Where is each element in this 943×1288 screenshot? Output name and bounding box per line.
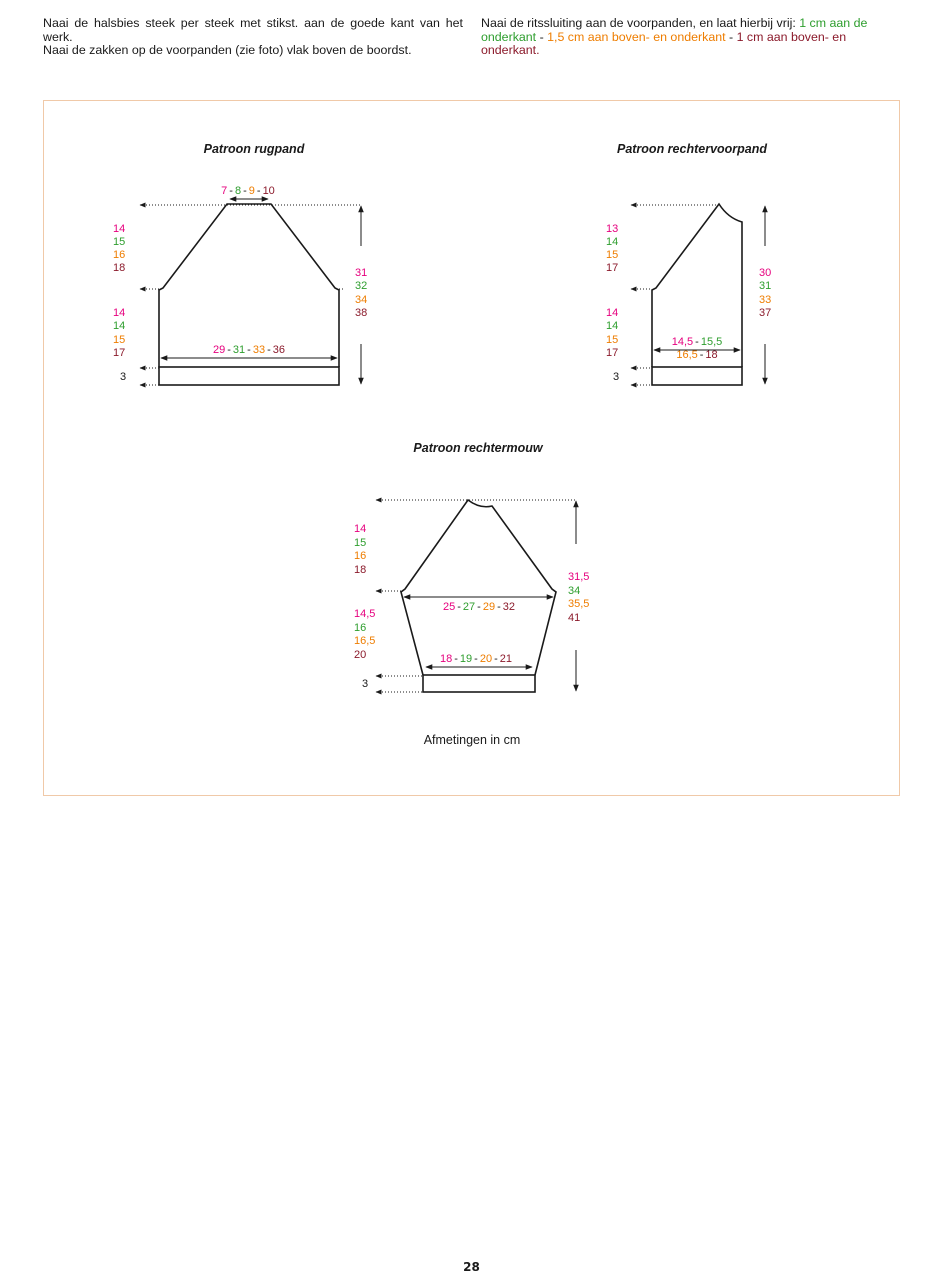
- measurements-caption: Afmetingen in cm: [423, 733, 521, 747]
- sleeve-border-label: 3: [362, 678, 369, 690]
- svg-text:17: 17: [606, 347, 619, 359]
- svg-text:34: 34: [355, 294, 368, 306]
- zipper-sep-1: -: [536, 29, 548, 44]
- front-width-label-2: 16,5 - 18: [676, 349, 718, 361]
- svg-text:14: 14: [113, 320, 126, 332]
- front-border-label: 3: [613, 371, 620, 383]
- svg-text:15: 15: [354, 537, 367, 549]
- zipper-size-2: 1,5 cm aan boven- en onderkant: [547, 29, 726, 44]
- svg-text:14: 14: [113, 223, 126, 235]
- svg-text:35,5: 35,5: [568, 598, 590, 610]
- svg-text:30: 30: [759, 267, 772, 279]
- back-outline: [159, 204, 339, 367]
- svg-text:32: 32: [355, 280, 368, 292]
- front-border-rib: [652, 367, 742, 385]
- sleeve-outline: [401, 500, 556, 675]
- svg-text:16: 16: [113, 249, 126, 261]
- sleeve-pattern: [354, 441, 589, 692]
- svg-text:14: 14: [606, 320, 619, 332]
- back-length-labels: [355, 267, 367, 319]
- sleeve-length-labels: [354, 608, 375, 661]
- zipper-size-3: 1 cm aan boven- en onderkant.: [481, 29, 847, 58]
- front-armhole-labels: [606, 223, 618, 274]
- svg-text:34: 34: [568, 585, 581, 597]
- svg-text:15: 15: [113, 236, 126, 248]
- sleeve-title: Patroon rechtermouw: [413, 441, 543, 455]
- instruction-collar: Naai de halsbies steek per steek met stikst. aan de goede kant van het werk.: [43, 16, 463, 44]
- back-neck-label: 7 - 8 - 9 - 10: [221, 185, 275, 197]
- svg-text:13: 13: [606, 223, 619, 235]
- sleeve-lower-width-label: 18 - 19 - 20 - 21: [439, 653, 513, 665]
- sleeve-cap-labels: [354, 523, 366, 576]
- svg-text:17: 17: [606, 262, 619, 274]
- svg-text:15: 15: [606, 249, 619, 261]
- back-border-rib: [159, 367, 339, 385]
- svg-text:20: 20: [354, 649, 367, 661]
- svg-text:14,5: 14,5: [354, 608, 376, 620]
- svg-text:31: 31: [759, 280, 772, 292]
- instruction-pockets: Naai de zakken op de voorpanden (zie foto) vlak boven de boordst.: [43, 43, 412, 58]
- page-number: 28: [463, 1260, 480, 1274]
- back-title: Patroon rugpand: [203, 142, 305, 156]
- front-pattern: [606, 142, 771, 385]
- sleeve-upper-width-label: 25 - 27 - 29 - 32: [442, 601, 516, 613]
- svg-text:31: 31: [355, 267, 368, 279]
- svg-text:15: 15: [606, 334, 619, 346]
- svg-text:37: 37: [759, 307, 772, 319]
- svg-text:38: 38: [355, 307, 368, 319]
- front-length-labels: [759, 267, 771, 319]
- svg-text:14: 14: [113, 307, 126, 319]
- back-border-label: 3: [120, 371, 127, 383]
- svg-text:18: 18: [113, 262, 126, 274]
- front-width-label-1: 14,5 - 15,5: [671, 336, 723, 348]
- zipper-size-1: 1 cm aan de onderkant: [481, 16, 868, 44]
- front-title: Patroon rechtervoorpand: [616, 142, 768, 156]
- front-side-labels: [606, 307, 618, 359]
- back-side-labels: [113, 307, 125, 359]
- zipper-sep-2: -: [725, 29, 737, 44]
- zipper-intro: Naai de ritssluiting aan de voorpanden, en laat hierbij vrij:: [481, 16, 800, 30]
- svg-text:33: 33: [759, 294, 772, 306]
- svg-text:31,5: 31,5: [568, 571, 590, 583]
- svg-text:18: 18: [354, 564, 367, 576]
- sleeve-total-length-labels: [568, 571, 589, 624]
- svg-text:17: 17: [113, 347, 126, 359]
- svg-text:14: 14: [606, 307, 619, 319]
- svg-text:14: 14: [354, 523, 367, 535]
- back-pattern: [113, 142, 367, 385]
- svg-text:16,5: 16,5: [354, 635, 376, 647]
- svg-text:15: 15: [113, 334, 126, 346]
- svg-text:16: 16: [354, 550, 367, 562]
- back-width-label: 29 - 31 - 33 - 36: [212, 344, 286, 356]
- svg-text:14: 14: [606, 236, 619, 248]
- svg-text:16: 16: [354, 622, 367, 634]
- back-armhole-labels: [113, 223, 125, 274]
- svg-text:41: 41: [568, 612, 581, 624]
- sleeve-border-rib: [423, 675, 535, 692]
